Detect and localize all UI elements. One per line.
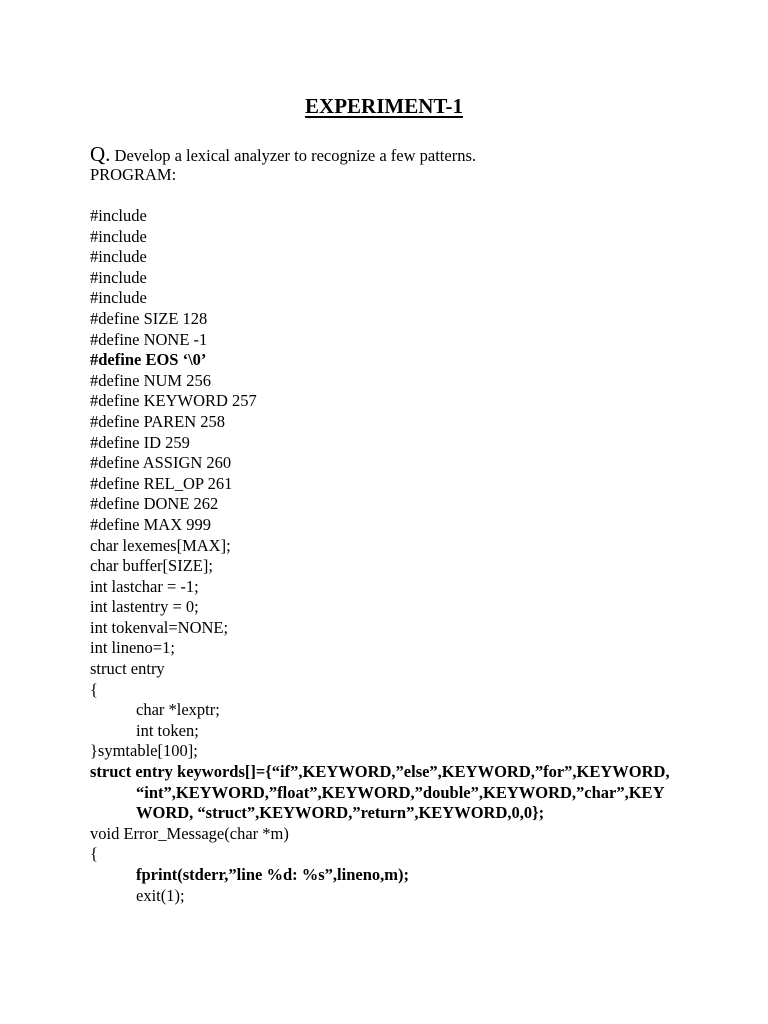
code-line: “int”,KEYWORD,”float”,KEYWORD,”double”,KEYWORD,”char”,KEY	[136, 782, 665, 802]
code-line: int token;	[136, 720, 199, 740]
code-line: {	[90, 679, 98, 699]
document-title-text: EXPERIMENT-1	[305, 94, 463, 118]
code-line: #define NUM 256	[90, 370, 211, 390]
code-line: fprint(stderr,”line %d: %s”,lineno,m);	[136, 865, 410, 884]
code-line: {	[90, 844, 98, 864]
code-line: #define NONE -1	[90, 329, 208, 349]
code-line: #define ID 259	[90, 432, 190, 452]
document-title	[0, 94, 768, 118]
code-line: WORD, “struct”,KEYWORD,”return”,KEYWORD,0,0};	[136, 803, 545, 823]
code-line: #define ASSIGN 260	[90, 453, 232, 473]
code-block	[90, 206, 730, 906]
code-line: int tokenval=NONE;	[90, 617, 229, 637]
question-text: Develop a lexical analyzer to recognize a few patterns.	[110, 146, 476, 165]
code-line: int lineno=1;	[90, 638, 175, 658]
code-line: int lastentry = 0;	[90, 597, 199, 617]
code-line: #define DONE 262	[90, 494, 219, 514]
code-line: exit(1);	[136, 885, 185, 905]
code-line: struct entry	[90, 659, 165, 679]
program-label: PROGRAM:	[90, 165, 177, 184]
code-line: int lastchar = -1;	[90, 576, 199, 596]
code-line: #define EOS ‘\0’	[90, 350, 207, 370]
code-line: char lexemes[MAX];	[90, 535, 231, 555]
code-line: #include	[90, 288, 147, 308]
code-line: void Error_Message(char *m)	[90, 823, 289, 843]
code-line: #define SIZE 128	[90, 308, 208, 328]
code-line: #define KEYWORD 257	[90, 391, 257, 411]
question-label: Q.	[90, 142, 111, 166]
code-line: #include	[90, 267, 147, 287]
code-line: #include	[90, 206, 147, 225]
code-line: #include	[90, 247, 147, 267]
code-line: #define MAX 999	[90, 514, 211, 534]
code-line: #define PAREN 258	[90, 411, 226, 431]
code-line: char *lexptr;	[136, 700, 220, 720]
code-line: struct entry keywords[]={“if”,KEYWORD,”else”,KEYWORD,”for”,KEYWORD,	[90, 762, 670, 782]
code-line: char buffer[SIZE];	[90, 556, 213, 576]
code-line: #include	[90, 226, 147, 246]
code-line: #define REL_OP 261	[90, 473, 233, 493]
code-line: }symtable[100];	[90, 741, 198, 761]
